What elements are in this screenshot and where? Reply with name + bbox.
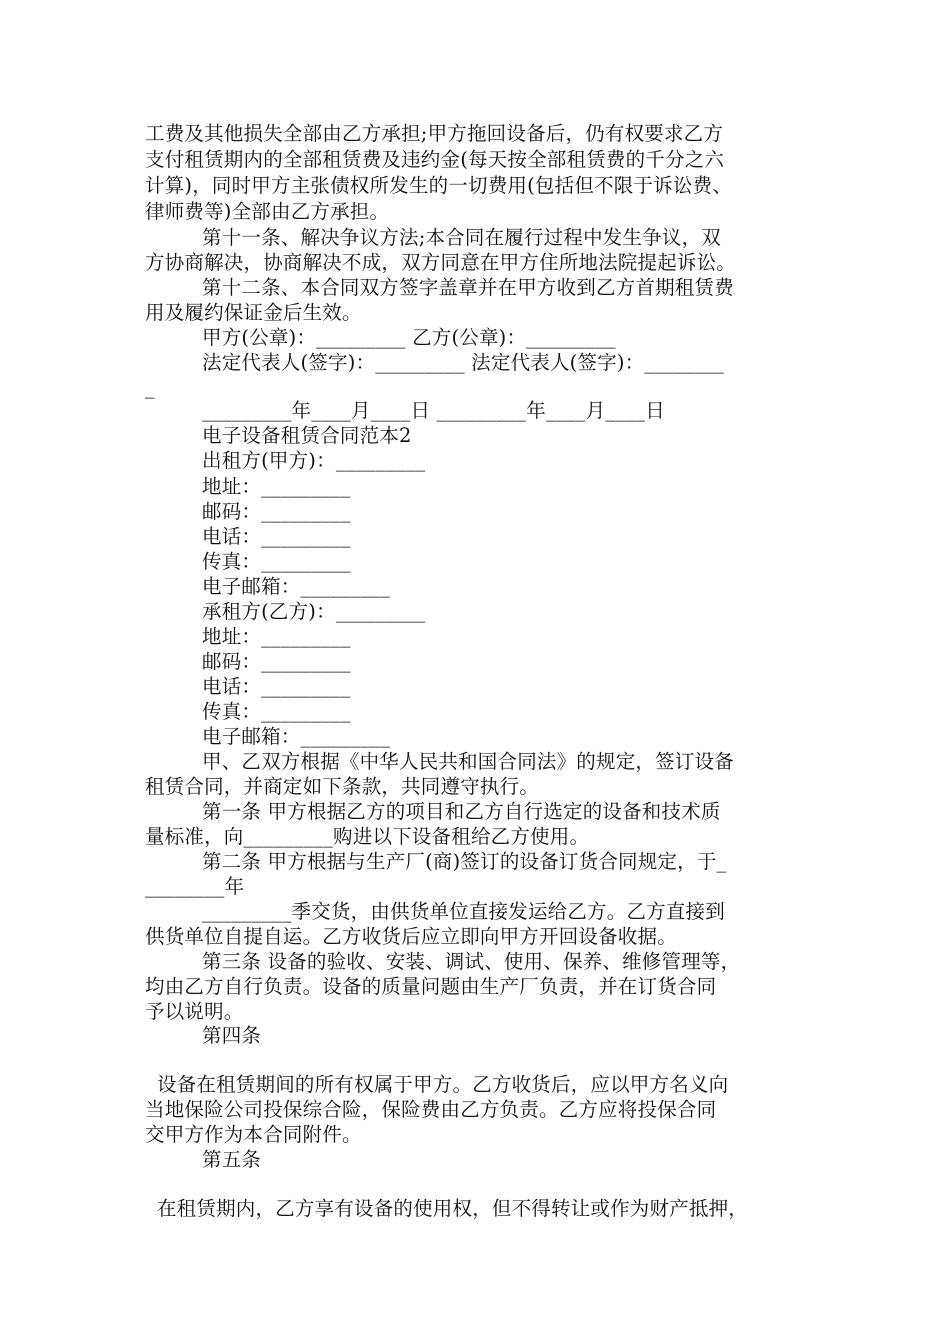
- text-line: 当地保险公司投保综合险，保险费由乙方负责。乙方应将投保合同: [145, 1098, 717, 1121]
- form-field-line: 地址：_________: [202, 625, 351, 648]
- article-heading: 第四条: [202, 1024, 262, 1047]
- text-line: 租赁合同，并商定如下条款，共同遵守执行。: [145, 775, 540, 798]
- text-line: _: [145, 376, 155, 399]
- signature-seal-line: 甲方(公章)：_________ 乙方(公章)：_________: [202, 326, 616, 349]
- text-line: 律师费等)全部由乙方承担。: [145, 200, 390, 223]
- text-line: 第十二条、本合同双方签字盖章并在甲方收到乙方首期租赁费: [202, 276, 734, 299]
- text-line: 在租赁期内，乙方享有设备的使用权，但不得转让或作为财产抵押，: [157, 1197, 749, 1220]
- text-line: 设备在租赁期间的所有权属于甲方。乙方收货后，应以甲方名义向: [157, 1073, 729, 1096]
- text-line: 交甲方作为本合同附件。: [145, 1123, 362, 1146]
- form-field-line: 电子邮箱：_________: [202, 575, 391, 598]
- section-title: 电子设备租赁合同范本2: [202, 424, 412, 447]
- text-line: 量标准，向_________购进以下设备租给乙方使用。: [145, 825, 590, 848]
- form-field-line: 电话：_________: [202, 675, 351, 698]
- form-field-line: 传真：_________: [202, 550, 351, 573]
- text-line: 第十一条、解决争议方法;本合同在履行过程中发生争议，双: [202, 226, 721, 249]
- form-field-line: 地址：_________: [202, 475, 351, 498]
- text-line: 计算)，同时甲方主张债权所发生的一切费用(包括但不限于诉讼费、: [145, 174, 732, 197]
- signature-rep-line: 法定代表人(签字)：_________ 法定代表人(签字)：________: [202, 351, 724, 374]
- article-heading: 第五条: [202, 1148, 262, 1171]
- form-field-line: 邮码：_________: [202, 650, 351, 673]
- text-line: 甲、乙双方根据《中华人民共和国合同法》的规定，签订设备: [202, 750, 734, 773]
- text-line: 供货单位自提自运。乙方收货后应立即向甲方开回设备收据。: [145, 925, 677, 948]
- form-field-line: 电子邮箱：_________: [202, 725, 391, 748]
- form-field-line: 电话：_________: [202, 525, 351, 548]
- text-line: 支付租赁期内的全部租赁费及违约金(每天按全部租赁费的千分之六: [145, 148, 725, 171]
- form-field-line: 邮码：_________: [202, 500, 351, 523]
- form-field-line: 传真：_________: [202, 700, 351, 723]
- text-line: ________年: [145, 875, 245, 898]
- text-line: 均由乙方自行负责。设备的质量问题由生产厂负责，并在订货合同: [145, 975, 717, 998]
- text-line: 方协商解决，协商解决不成，双方同意在甲方住所地法院提起诉讼。: [145, 251, 737, 274]
- text-line: 第三条 设备的验收、安装、调试、使用、保养、维修管理等，: [202, 950, 741, 973]
- form-field-line: 承租方(乙方)：_________: [202, 600, 426, 623]
- text-line: 第一条 甲方根据乙方的项目和乙方自行选定的设备和技术质: [202, 800, 721, 823]
- text-line: 工费及其他损失全部由乙方承担;甲方拖回设备后，仍有权要求乙方: [145, 122, 724, 145]
- text-line: 用及履约保证金后生效。: [145, 301, 362, 324]
- text-line: _________季交货，由供货单位直接发运给乙方。乙方直接到: [202, 900, 725, 923]
- form-field-line: 出租方(甲方)：_________: [202, 449, 426, 472]
- text-line: 第二条 甲方根据与生产厂(商)签订的设备订货合同规定，于_: [202, 850, 727, 873]
- text-line: 予以说明。: [145, 1000, 244, 1023]
- date-line: _________年____月____日 _________年____月____日: [202, 399, 665, 422]
